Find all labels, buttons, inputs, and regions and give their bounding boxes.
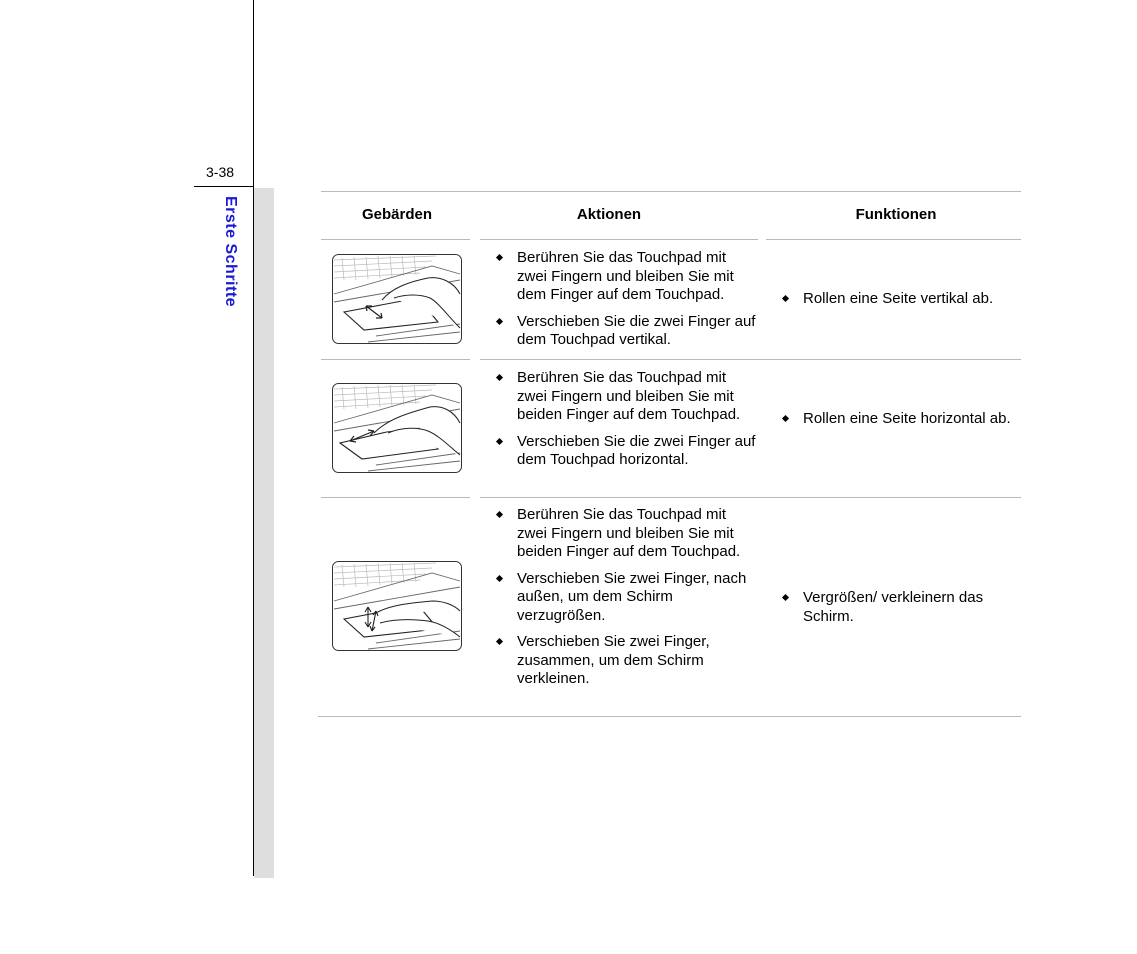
header-actions: Aktionen [576, 206, 642, 223]
two-finger-horizontal-scroll-illustration [332, 383, 462, 473]
action-item: Berühren Sie das Touchpad mit zwei Fingern und bleiben Sie mit dem Finger auf dem Touchpad. [495, 249, 759, 305]
row-rule-actions-functions [480, 359, 1021, 360]
header-functions: Funktionen [855, 206, 937, 223]
row-rule-gestures [321, 497, 470, 498]
row-rule-gestures [321, 359, 470, 360]
actions-list-row-2 [495, 369, 759, 478]
two-finger-zoom-illustration [332, 561, 462, 651]
margin-strip [254, 188, 274, 878]
actions-list-row-3 [495, 506, 759, 697]
page-number-rule [194, 186, 254, 187]
action-item: Berühren Sie das Touchpad mit zwei Fingern und bleiben Sie mit beiden Finger auf dem Touchpad. [495, 369, 759, 425]
action-item: Verschieben Sie zwei Finger, nach außen, um dem Schirm verzugrößen. [495, 570, 759, 626]
header-rule-functions [766, 239, 1021, 240]
function-row-3: Vergrößen/ verkleinern das Schirm. [781, 589, 1033, 626]
header-rule-gestures [321, 239, 470, 240]
action-item: Berühren Sie das Touchpad mit zwei Fingern und bleiben Sie mit beiden Finger auf dem Touchpad. [495, 506, 759, 562]
section-title: Erste Schritte [222, 196, 239, 308]
function-row-1: Rollen eine Seite vertikal ab. [781, 290, 1033, 309]
action-item: Verschieben Sie die zwei Finger auf dem Touchpad horizontal. [495, 433, 759, 470]
two-finger-vertical-scroll-illustration [332, 254, 462, 344]
header-gestures: Gebärden [361, 206, 433, 223]
table-top-rule [321, 191, 1021, 192]
row-rule-actions-functions [480, 497, 1021, 498]
action-item: Verschieben Sie zwei Finger, zusammen, um dem Schirm verkleinen. [495, 633, 759, 689]
actions-list-row-1 [495, 249, 759, 358]
action-item: Verschieben Sie die zwei Finger auf dem Touchpad vertikal. [495, 313, 759, 350]
function-row-2: Rollen eine Seite horizontal ab. [781, 410, 1033, 429]
page-number: 3-38 [206, 164, 235, 180]
header-rule-actions [480, 239, 758, 240]
table-bottom-rule [318, 716, 1021, 717]
